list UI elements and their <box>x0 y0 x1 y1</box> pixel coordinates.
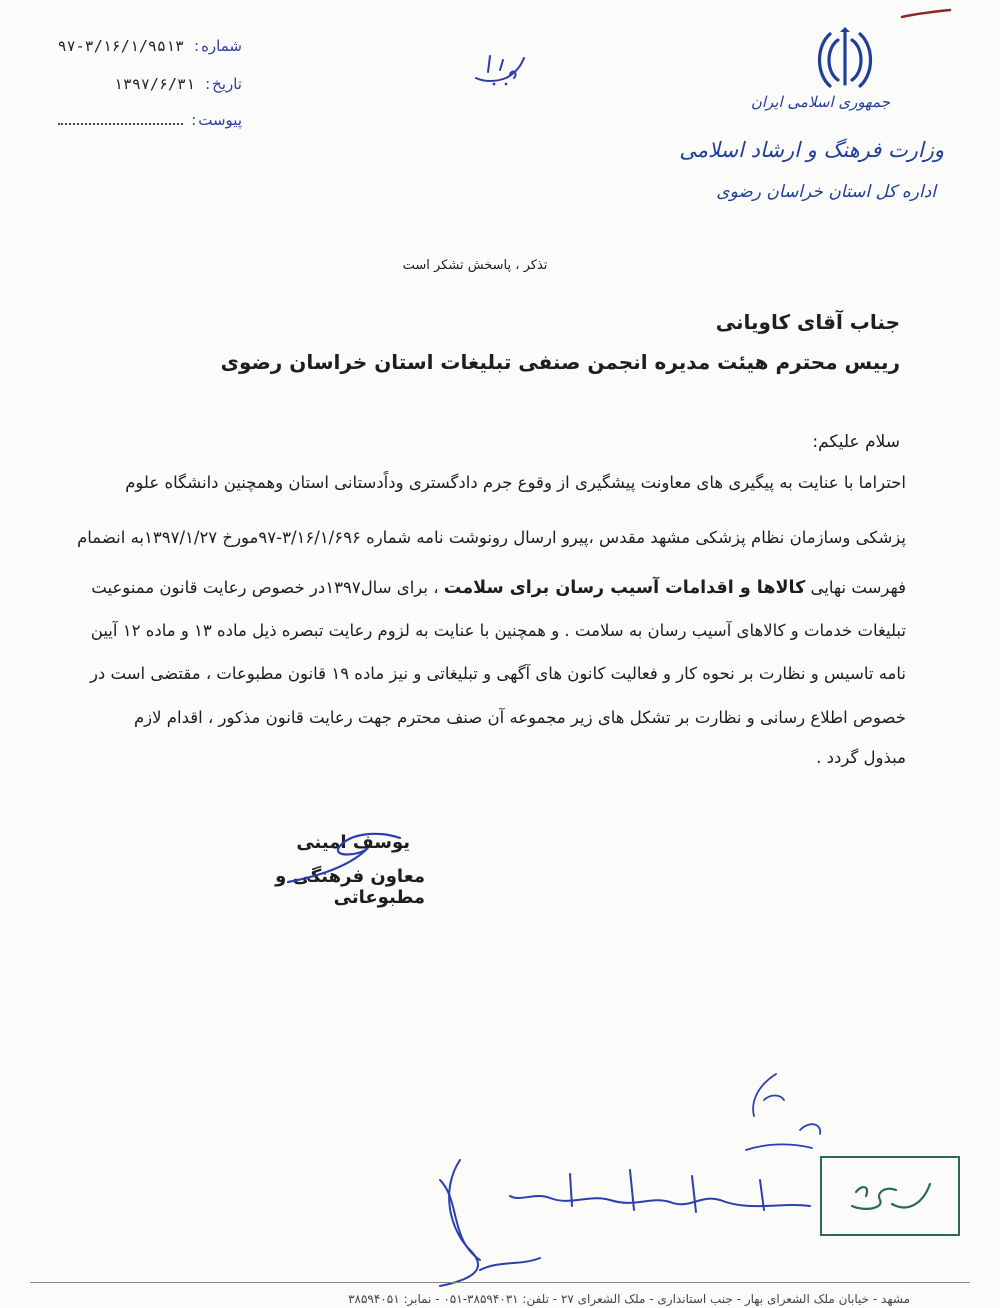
footer-divider <box>30 1282 970 1283</box>
body-line-6: خصوص اطلاع رسانی و نظارت بر تشکل های زیر مجموعه آن صنف محترم جهت رعایت قانون مذکور ، اقدام لازم <box>133 708 906 727</box>
signature-icon <box>280 826 410 886</box>
handwritten-instruction <box>420 1140 820 1290</box>
body-line-1: احتراما با عنایت به پیگیری های معاونت پیشگیری از وقوع جرم دادگستری وداًدستانی استان وهمچنین دانشگاه علوم <box>125 473 906 492</box>
addressee-position: رییس محترم هیئت مدیره انجمن صنفی تبلیغات استان خراسان رضوی <box>220 350 900 374</box>
ministry-name: وزارت فرهنگ و ارشاد اسلامی <box>679 138 944 162</box>
handwritten-bismillah <box>470 48 530 88</box>
body-line-5: نامه تاسیس و نظارت بر نحوه کار و فعالیت کانون های آگهی و تبلیغاتی و نیز ماده ۱۹ قانون مطبوعات ، مقتضی است در <box>89 664 906 683</box>
body-line-3 <box>91 578 906 598</box>
body-line-7: مبذول گردد . <box>816 748 906 767</box>
body-line-2: پزشکی وسازمان نظام پزشکی مشهد مقدس ،پیرو ارسال رونوشت نامه شماره ۳/۱۶/۱/۶۹۶-۹۷مورخ ۱۳۹۷/۱/۲۷به انضمام <box>77 528 906 547</box>
received-stamp <box>820 1156 960 1236</box>
number-label: شماره <box>201 37 242 55</box>
reminder-note: تذکر ، پاسخش تشکر است <box>402 258 548 273</box>
date-row: تاریخ : ۱۳۹۷/۶/۳۱ <box>113 75 242 93</box>
body-line-3-post: ، برای سال۱۳۹۷در خصوص رعایت قانون ممنوعیت <box>91 578 439 597</box>
attachment-label: پیوست <box>198 111 242 129</box>
number-value: ۹۷-۳/۱۶/۱/۹۵۱۳ <box>57 37 185 55</box>
body-line-3-pre: فهرست نهایی <box>810 578 906 597</box>
number-row: شماره : ۹۷-۳/۱۶/۱/۹۵۱۳ <box>57 37 242 55</box>
body-line-3-bold: کالاها و اقدامات آسیب رسان برای سلامت <box>443 578 806 598</box>
department-name: اداره کل استان خراسان رضوی <box>716 182 936 202</box>
attachment-dotted-line <box>58 123 183 125</box>
attachment-row: پیوست : <box>2 108 242 132</box>
greeting: سلام علیکم: <box>812 432 900 452</box>
iran-emblem-icon <box>812 26 878 92</box>
date-label: تاریخ <box>212 75 242 93</box>
country-name: جمهوری اسلامی ایران <box>750 93 890 111</box>
pen-mark-decoration <box>900 8 952 20</box>
stamp-lettering <box>836 1166 940 1224</box>
signer-name: یوسف امینی <box>296 832 410 853</box>
body-line-4: تبلیغات خدمات و کالاهای آسیب رسان به سلامت . و همچنین با عنایت به لزوم رعایت تبصره ذیل ماده ۱۳ و ماده ۱۲ آیین <box>90 621 906 640</box>
date-value: ۱۳۹۷/۶/۳۱ <box>113 75 196 93</box>
footer-address: مشهد - خیابان ملک الشعرای بهار - جنب استانداری - ملک الشعرای ۲۷ - تلفن: ۳۸۵۹۴۰۳۱-۰۵۱ - نمابر: ۳۸۵۹۴۰۵۱ <box>348 1292 910 1306</box>
addressee-name: جناب آقای کاویانی <box>715 310 900 334</box>
signer-title: معاون فرهنگی و مطبوعاتی <box>275 866 425 908</box>
